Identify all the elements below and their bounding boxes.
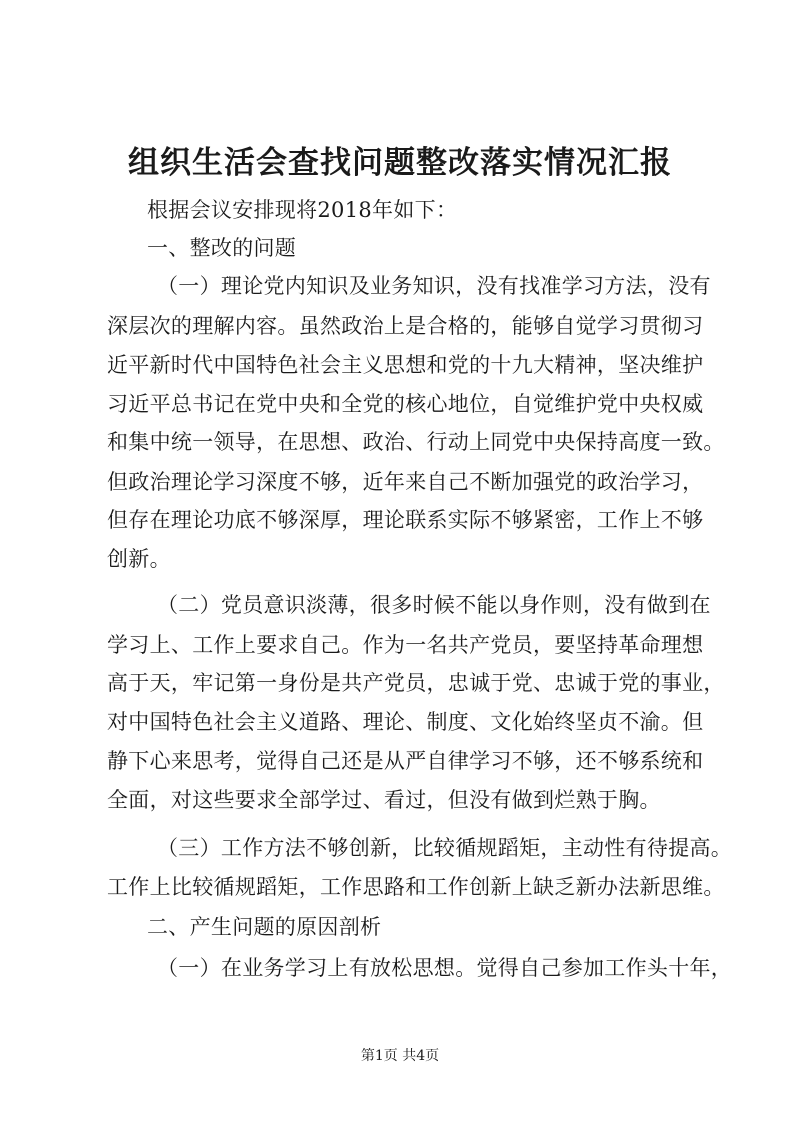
paragraph-line: 全面，对这些要求全部学过、看过，但没有做到烂熟于胸。	[107, 788, 661, 812]
page-number: 第1页 共4页	[360, 1048, 440, 1064]
paragraph-line: 根据会议安排现将2018年如下：	[147, 198, 458, 222]
paragraph-line: （一）理论党内知识及业务知识，没有找准学习方法，没有	[157, 274, 711, 298]
paragraph-line: 学习上、工作上要求自己。作为一名共产党员，要坚持革命理想	[107, 633, 704, 657]
paragraph-line: 习近平总书记在党中央和全党的核心地位，自觉维护党中央权威	[107, 392, 704, 416]
paragraph-line: 工作上比较循规蹈矩，工作思路和工作创新上缺乏新办法新思维。	[107, 875, 725, 899]
paragraph-line: 深层次的理解内容。虽然政治上是合格的，能够自觉学习贯彻习	[107, 314, 704, 338]
paragraph-line: 高于天，牢记第一身份是共产党员，忠诚于党、忠诚于党的事业，	[107, 671, 725, 695]
paragraph-line: 但政治理论学习深度不够，近年来自己不断加强党的政治学习，	[107, 470, 704, 494]
paragraph-line: 和集中统一领导，在思想、政治、行动上同党中央保持高度一致。	[107, 430, 725, 454]
paragraph-line: 近平新时代中国特色社会主义思想和党的十九大精神，坚决维护	[107, 353, 704, 377]
section-heading: 二、产生问题的原因剖析	[147, 915, 382, 939]
document-title: 组织生活会查找问题整改落实情况汇报	[128, 145, 672, 181]
paragraph-line: （三）工作方法不够创新，比较循规蹈矩，主动性有待提高。	[157, 836, 733, 860]
section-heading: 一、整改的问题	[147, 236, 297, 260]
paragraph-line: 对中国特色社会主义道路、理论、制度、文化始终坚贞不渝。但	[107, 710, 704, 734]
paragraph-line: 创新。	[107, 547, 171, 571]
paragraph-line: （二）党员意识淡薄，很多时候不能以身作则，没有做到在	[157, 593, 711, 617]
paragraph-line: 静下心来思考，觉得自己还是从严自律学习不够，还不够系统和	[107, 749, 704, 773]
paragraph-line: 但存在理论功底不够深厚，理论联系实际不够紧密，工作上不够	[107, 508, 704, 532]
paragraph-line: （一）在业务学习上有放松思想。觉得自己参加工作头十年，	[157, 956, 733, 980]
